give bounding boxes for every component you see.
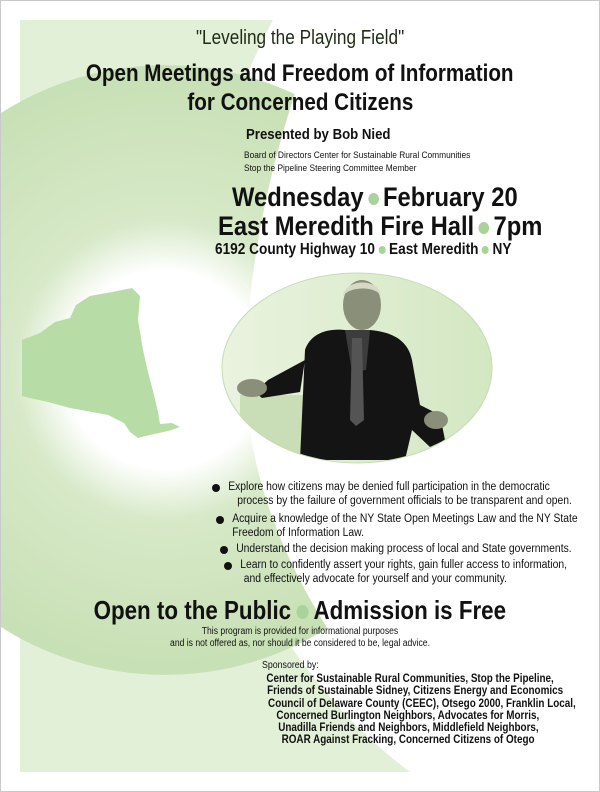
separator-dot (479, 222, 490, 234)
event-date-line (232, 182, 557, 213)
event-day: Wednesday (232, 182, 364, 212)
admission-line (0, 595, 600, 626)
event-venue: East Meredith Fire Hall (218, 211, 475, 241)
separator-dot (378, 246, 385, 254)
separator-dot (482, 246, 489, 254)
separator-dot (368, 193, 379, 205)
separator-dot (296, 605, 308, 619)
bullet-item: Acquire a knowledge of the NY State Open Meetings Law and the NY State Freedom of Information Law. (216, 513, 600, 540)
event-venue-line (218, 211, 587, 242)
event-date: February 20 (382, 182, 518, 212)
sponsors-heading: Sponsored by: (262, 660, 319, 671)
presenter-name: Presented by Bob Nied (246, 126, 391, 143)
admission-open: Open to the Public (93, 595, 292, 625)
tagline: "Leveling the Playing Field" (195, 27, 405, 49)
event-address-line (215, 241, 552, 259)
title-line-2: for Concerned Citizens (187, 89, 413, 116)
address-state: NY (492, 241, 512, 258)
address-street: 6192 County Highway 10 (215, 241, 375, 258)
event-time: 7pm (493, 211, 543, 241)
sponsors-list: Center for Sustainable Rural Communities, Stop the Pipeline, Friends of Sustainable Sidney, Citizens Energy and Economics Council of Delaware County (CEEC), Otsego 2000, Franklin Local, Concerned Burlington Neighbors, Advocates for Morris, Unadilla Friends and Neighbors, Middlefield Neighbors, ROAR Against Fracking, Concerned Citizens of Otego (266, 673, 576, 747)
bullet-item: Explore how citizens may be denied full participation in the democratic process by the failure of government officials to be transparent and open. (212, 481, 600, 508)
presenter-role-2: Stop the Pipeline Steering Committee Member (244, 163, 417, 174)
bullet-item: Learn to confidently assert your rights, gain fuller access to information, and effectively advocate for yourself and your community. (224, 559, 600, 586)
presenter-role-1: Board of Directors Center for Sustainable Rural Communities (244, 150, 471, 161)
address-town: East Meredith (389, 241, 479, 258)
admission-free: Admission is Free (313, 595, 507, 625)
disclaimer: This program is provided for informational purposes and is not offered as, nor should it be considered to be, legal advice. (170, 626, 430, 649)
title-line-1: Open Meetings and Freedom of Information (86, 60, 514, 87)
bullet-item: Understand the decision making process of local and State governments. (220, 543, 600, 557)
